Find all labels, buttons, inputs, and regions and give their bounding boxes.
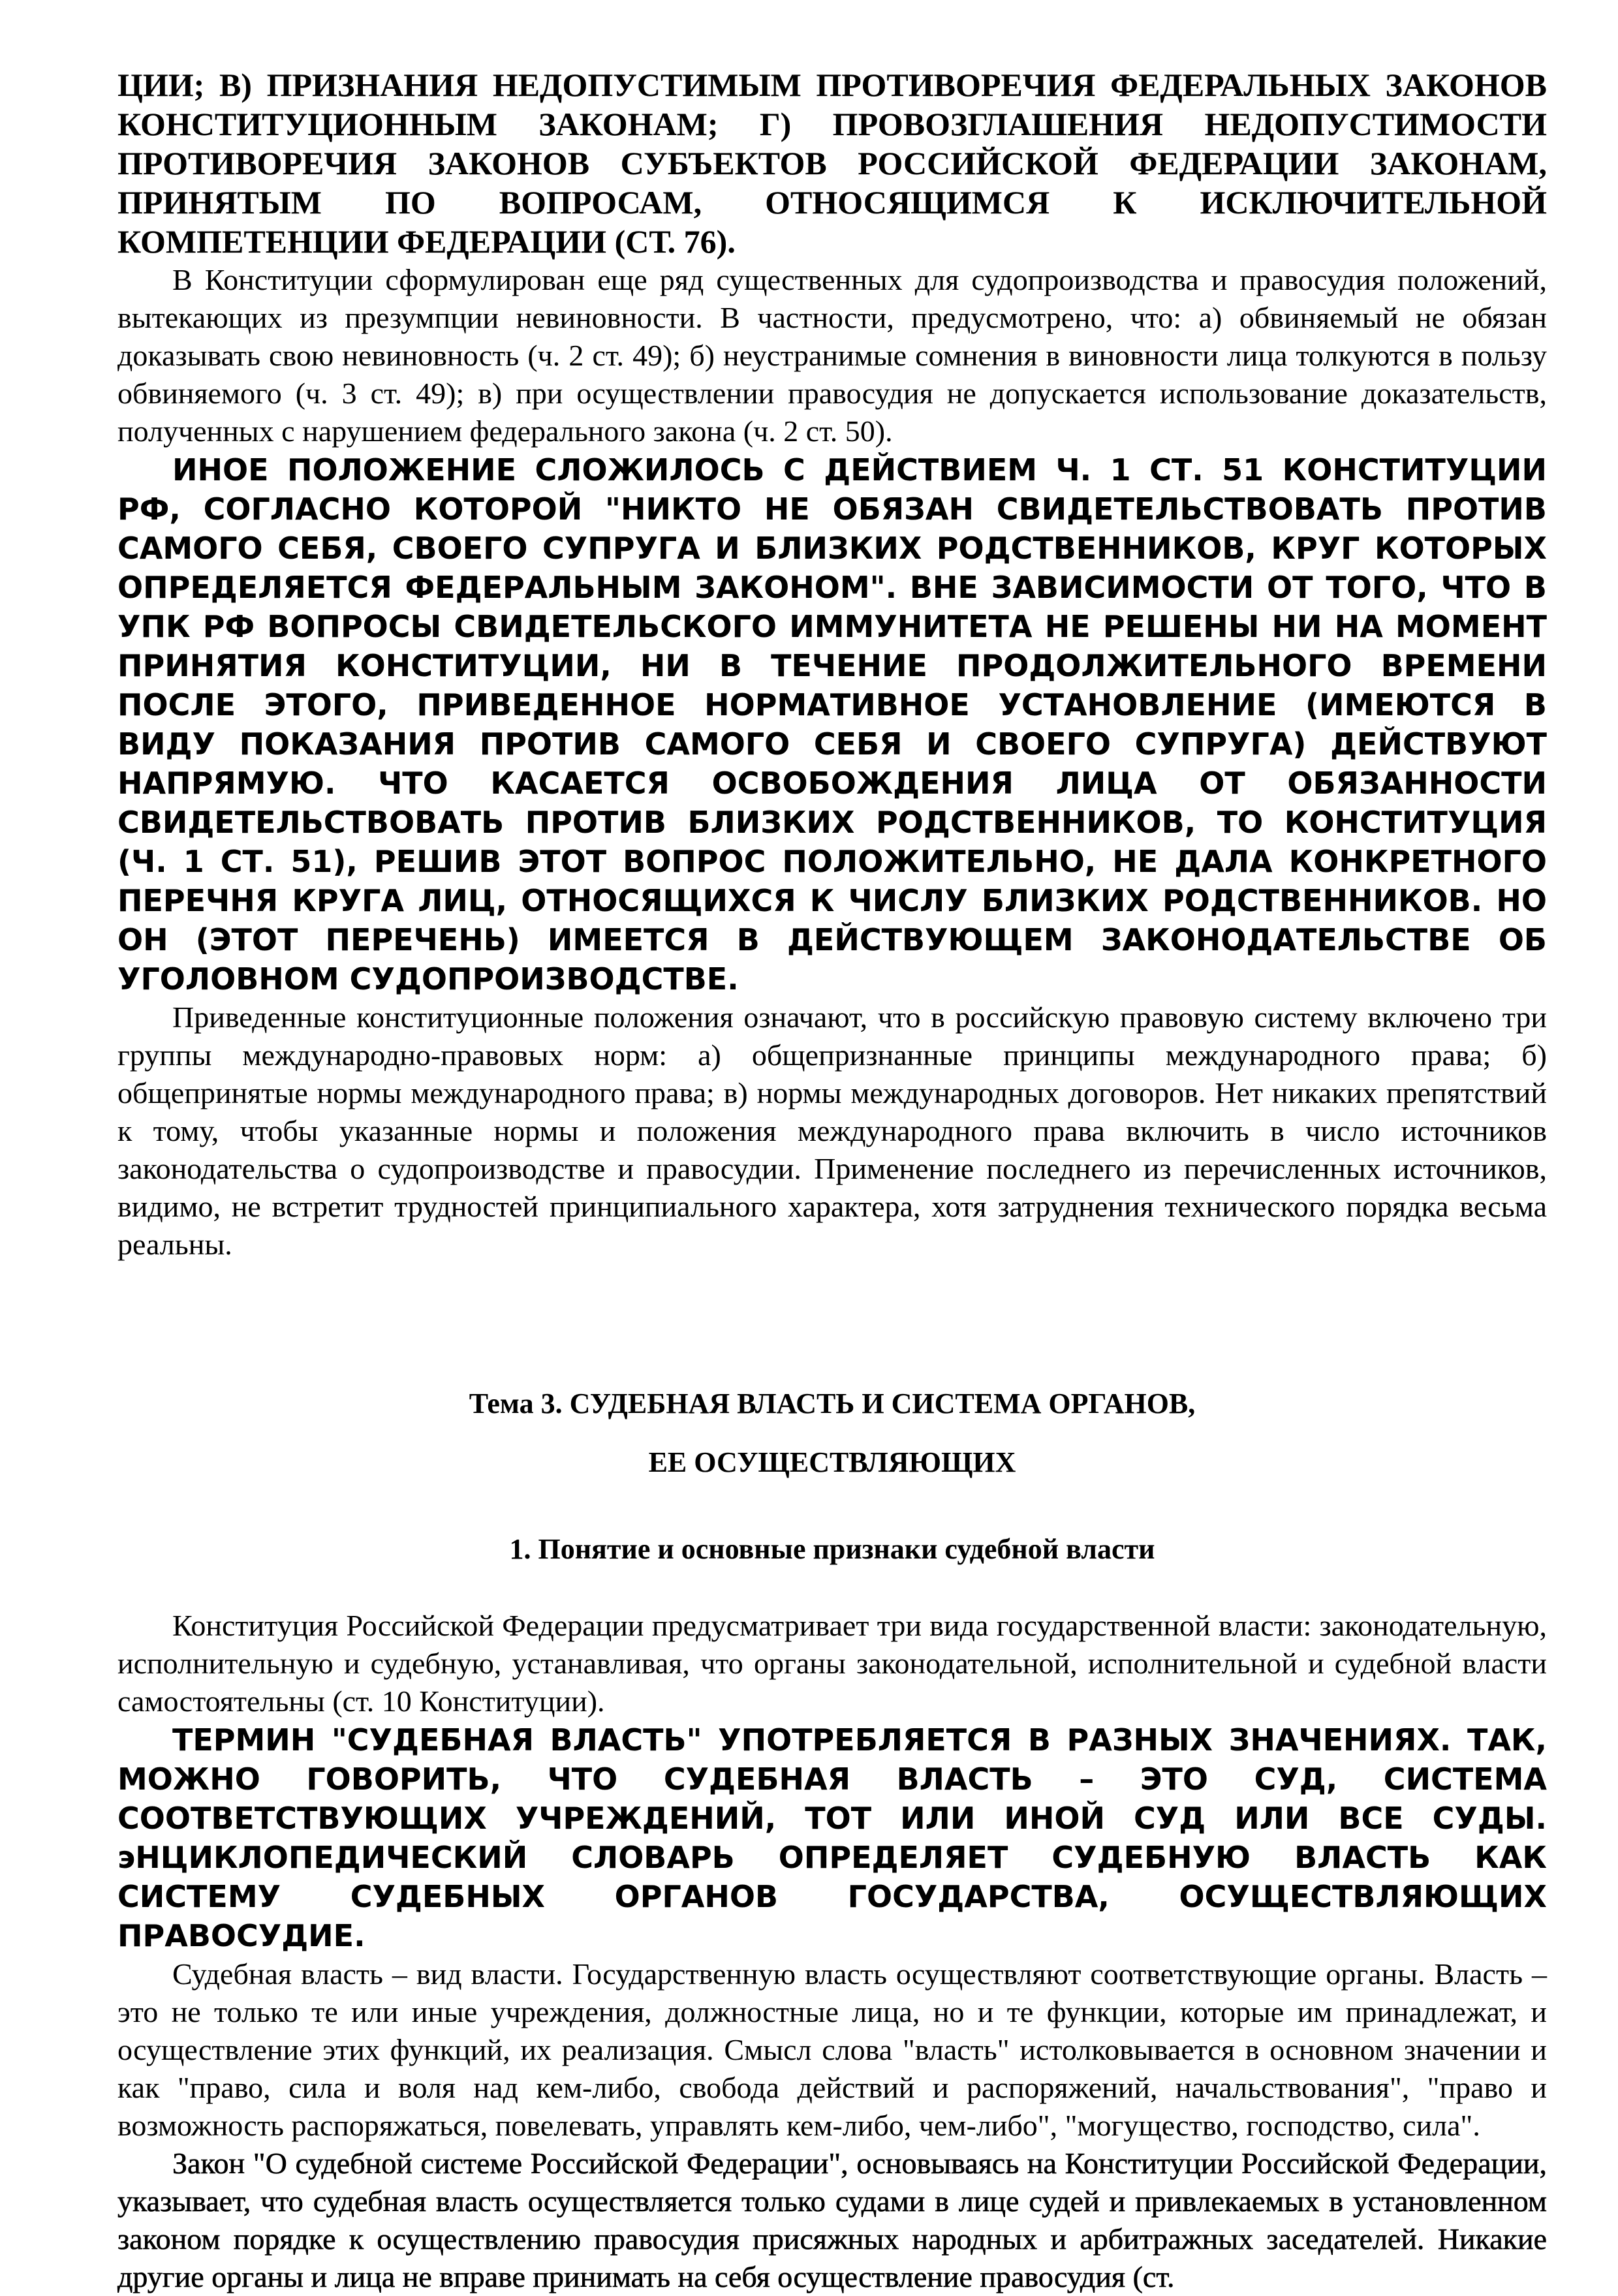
document-page <box>117 65 1547 2296</box>
section-heading: 1. Понятие и основные признаки судебной власти <box>509 1533 1155 1565</box>
paragraph-caps-1: ЦИИ; В) ПРИЗНАНИЯ НЕДОПУСТИМЫМ ПРОТИВОРЕЧИЯ ФЕДЕРАЛЬНЫХ ЗАКОНОВ КОНСТИТУЦИОННЫМ ЗАКОНАМ; Г) ПРОВОЗГЛАШЕНИЯ НЕДОПУСТИМОСТИ ПРОТИВОРЕЧИЯ ЗАКОНОВ СУБЪЕКТОВ РОССИЙСКОЙ ФЕДЕРАЦИИ ЗАКОНАМ, ПРИНЯТЫМ ПО ВОПРОСАМ, ОТНОСЯЩИМСЯ К ИСКЛЮЧИТЕЛЬНОЙ КОМПЕТЕНЦИИ ФЕДЕРАЦИИ (СТ. 76). <box>117 67 1547 260</box>
paragraph-judicial-system-law: Закон "О судебной системе Российской Федерации", основываясь на Конституции Российской Федерации, указывает, что судебная власть осуществляется только судами в лице судей и привлекаемых в установленном законом порядке к осуществлению правосудия присяжных народных и арбитражных заседателей. Никакие другие органы и лица не вправе принимать на себя осуществление правосудия (ст. <box>117 2147 1547 2293</box>
paragraph-international-norms: Приведенные конституционные положения означают, что в российскую правовую систему включено три группы международно-правовых норм: а) общепризнанные принципы международного права; б) общепринятые нормы международного права; в) нормы международных договоров. Нет никаких препятствий к тому, чтобы указанные нормы и положения международного права включить в число источников законодательства о судопроизводстве и правосудии. Применение последнего из перечисленных источников, видимо, не встретит трудностей принципиального характера, хотя затруднения технического порядка весьма реальны. <box>117 1001 1547 1261</box>
topic-title-line-1: Тема 3. СУДЕБНАЯ ВЛАСТЬ И СИСТЕМА ОРГАНОВ, <box>469 1388 1196 1419</box>
topic-title-line-2: ЕЕ ОСУЩЕСТВЛЯЮЩИХ <box>648 1446 1016 1478</box>
paragraph-caps-2: ИНОЕ ПОЛОЖЕНИЕ СЛОЖИЛОСЬ С ДЕЙСТВИЕМ Ч. 1 СТ. 51 КОНСТИТУЦИИ РФ, СОГЛАСНО КОТОРОЙ "НИКТО НЕ ОБЯЗАН СВИДЕТЕЛЬСТВОВАТЬ ПРОТИВ САМОГО СЕБЯ, СВОЕГО СУПРУГА И БЛИЗКИХ РОДСТВЕННИКОВ, КРУГ КОТОРЫХ ОПРЕДЕЛЯЕТСЯ ФЕДЕРАЛЬНЫМ ЗАКОНОМ". ВНЕ ЗАВИСИМОСТИ ОТ ТОГО, ЧТО В УПК РФ ВОПРОСЫ СВИДЕТЕЛЬСКОГО ИММУНИТЕТА НЕ РЕШЕНЫ НИ НА МОМЕНТ ПРИНЯТИЯ КОНСТИТУЦИИ, НИ В ТЕЧЕНИЕ ПРОДОЛЖИТЕЛЬНОГО ВРЕМЕНИ ПОСЛЕ ЭТОГО, ПРИВЕДЕННОЕ НОРМАТИВНОЕ УСТАНОВЛЕНИЕ (ИМЕЮТСЯ В ВИДУ ПОКАЗАНИЯ ПРОТИВ САМОГО СЕБЯ И СВОЕГО СУПРУГА) ДЕЙСТВУЮТ НАПРЯМУЮ. ЧТО КАСАЕТСЯ ОСВОБОЖДЕНИЯ ЛИЦА ОТ ОБЯЗАННОСТИ СВИДЕТЕЛЬСТВОВАТЬ ПРОТИВ БЛИЗКИХ РОДСТВЕННИКОВ, ТО КОНСТИТУЦИЯ (Ч. 1 СТ. 51), РЕШИВ ЭТОТ ВОПРОС ПОЛОЖИТЕЛЬНО, НЕ ДАЛА КОНКРЕТНОГО ПЕРЕЧНЯ КРУГА ЛИЦ, ОТНОСЯЩИХСЯ К ЧИСЛУ БЛИЗКИХ РОДСТВЕННИКОВ. НО ОН (ЭТОТ ПЕРЕЧЕНЬ) ИМЕЕТСЯ В ДЕЙСТВУЮЩЕМ ЗАКОНОДАТЕЛЬСТВЕ ОБ УГОЛОВНОМ СУДОПРОИЗВОДСТВЕ. <box>117 452 1547 997</box>
paragraph-presumption: В Конституции сформулирован еще ряд существенных для судопроизводства и правосудия положений, вытекающих из презумпции невиновности. В частности, предусмотрено, что: а) обвиняемый не обязан доказывать свою невиновность (ч. 2 ст. 49); б) неустранимые сомнения в виновности лица толкуются в пользу обвиняемого (ч. 3 ст. 49); в) при осуществлении правосудия не допускается использование доказательств, полученных с нарушением федерального закона (ч. 2 ст. 50). <box>117 263 1547 448</box>
paragraph-three-powers: Конституция Российской Федерации предусматривает три вида государственной власти: законодательную, исполнительную и судебную, устанавливая, что органы законодательной, исполнительной и судебной власти самостоятельны (ст. 10 Конституции). <box>117 1609 1547 1718</box>
paragraph-power-meaning: Судебная власть – вид власти. Государственную власть осуществляют соответствующие органы. Власть – это не только те или иные учреждения, должностные лица, но и те функции, которые им принадлежат, и осуществление этих функций, их реализация. Смысл слова "власть" истолковывается в основном значении и как "право, сила и воля над кем-либо, свобода действий и распоряжений, начальствования", "право и возможность распоряжаться, повелевать, управлять кем-либо, чем-либо", "могущество, господство, сила". <box>117 1957 1547 2142</box>
paragraph-caps-3: ТЕРМИН "СУДЕБНАЯ ВЛАСТЬ" УПОТРЕБЛЯЕТСЯ В РАЗНЫХ ЗНАЧЕНИЯХ. ТАК, МОЖНО ГОВОРИТЬ, ЧТО СУДЕБНАЯ ВЛАСТЬ – ЭТО СУД, СИСТЕМА СООТВЕТСТВУЮЩИХ УЧРЕЖДЕНИЙ, ТОТ ИЛИ ИНОЙ СУД ИЛИ ВСЕ СУДЫ. эНЦИКЛОПЕДИЧЕСКИЙ СЛОВАРЬ ОПРЕДЕЛЯЕТ СУДЕБНУЮ ВЛАСТЬ КАК СИСТЕМУ СУДЕБНЫХ ОРГАНОВ ГОСУДАРСТВА, ОСУЩЕСТВЛЯЮЩИХ ПРАВОСУДИЕ. <box>117 1722 1547 1953</box>
